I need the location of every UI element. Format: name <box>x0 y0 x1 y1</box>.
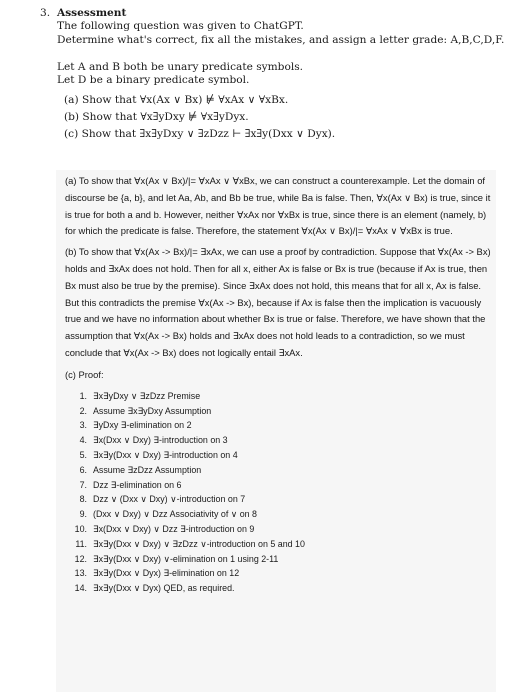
proof-step <box>73 492 496 507</box>
step-text: ∃x∃y(Dxx ∨ Dxy) ∨ ∃zDzz ∨-introduction on 5 and 10 <box>93 538 305 549</box>
proof-step <box>73 389 496 404</box>
proof-steps <box>56 389 496 596</box>
proof-step <box>73 404 496 419</box>
step-text: Assume ∃zDzz Assumption <box>93 464 202 475</box>
proof-step <box>73 448 496 463</box>
step-number: 9. <box>79 509 87 520</box>
step-text: (Dxx ∨ Dxy) ∨ Dzz Associativity of ∨ on 8 <box>93 509 257 520</box>
step-text: ∃x∃y(Dxx ∨ Dxy) ∃-introduction on 4 <box>93 449 238 460</box>
step-text: Assume ∃x∃yDxy Assumption <box>93 405 212 416</box>
proof-step <box>73 507 496 522</box>
proof-step <box>73 418 496 433</box>
step-text: ∃x(Dxx ∨ Dxy) ∃-introduction on 3 <box>93 435 228 446</box>
step-number: 3. <box>79 420 87 431</box>
step-number: 12. <box>74 553 87 564</box>
proof-step <box>73 522 496 537</box>
chatgpt-answer-panel <box>56 170 496 692</box>
step-number: 2. <box>79 405 87 416</box>
question-number: 3. <box>40 7 51 19</box>
step-number: 14. <box>74 583 87 594</box>
question-title: Assessment <box>57 7 127 19</box>
proof-step <box>73 566 496 581</box>
proof-step <box>73 552 496 567</box>
question-part-b: (b) Show that ∀x∃yDxy ⊭ ∀x∃yDyx. <box>64 111 249 124</box>
step-number: 8. <box>79 494 87 505</box>
question-header <box>40 7 500 20</box>
step-number: 5. <box>79 449 87 460</box>
setup-line: Let A and B both be unary predicate symbols. <box>57 60 304 73</box>
question-part-c: (c) Show that ∃x∃yDxy ∨ ∃zDzz ⊢ ∃x∃y(Dxx ∨ Dyx). <box>64 128 336 141</box>
step-text: ∃x∃y(Dxx ∨ Dyx) QED, as required. <box>93 583 235 594</box>
step-text: Dzz ∨ (Dxx ∨ Dxy) ∨-introduction on 7 <box>93 494 246 505</box>
step-text: ∃x∃y(Dxx ∨ Dyx) ∃-elimination on 12 <box>93 568 240 579</box>
step-number: 10. <box>74 523 87 534</box>
proof-step <box>73 463 496 478</box>
step-text: ∃x∃y(Dxx ∨ Dxy) ∨-elimination on 1 using 2-11 <box>93 553 279 564</box>
setup-line: Let D be a binary predicate symbol. <box>57 74 250 87</box>
step-number: 11. <box>75 538 87 549</box>
step-number: 13. <box>74 568 87 579</box>
question-part-a: (a) Show that ∀x(Ax ∨ Bx) ⊭ ∀xAx ∨ ∀xBx. <box>64 94 289 107</box>
intro-line: The following question was given to ChatGPT. <box>57 20 304 33</box>
proof-label: (c) Proof: <box>65 368 104 380</box>
step-number: 4. <box>79 435 87 446</box>
step-text: ∃yDxy ∃-elimination on 2 <box>93 420 192 431</box>
answer-part-b: (b) To show that ∀x(Ax -> Bx)/|= ∃xAx, we can use a proof by contradiction. Suppose that ∀x(Ax -> Bx) holds and ∃xAx does not hold. Then for all x, either Ax is false or Bx is true (because if Ax is true, then Bx must also be true by the premise). Since ∃xAx does not hold, this means that for all x, Ax is false. But this contradicts the premise ∀x(Ax -> Bx), because if Ax is false then the implication is vacuously true and we have no information about whether Bx is true or false. Therefore, we have shown that the assumption that ∀x(Ax -> Bx) holds and ∃xAx does not hold leads to a contradiction, so we must conclude that ∀x(Ax -> Bx) does not logically entail ∃xAx. <box>65 246 491 358</box>
step-number: 6. <box>79 464 87 475</box>
step-number: 1. <box>79 390 87 401</box>
answer-part-a: (a) To show that ∀x(Ax ∨ Bx)/|= ∀xAx ∨ ∀xBx, we can construct a counterexample. Let the domain of discourse be {a, b}, and let Aa, Ab, and Bb be true, while Ba is false. Then, ∀x(Ax ∨ Bx) is true, since it is true for both a and b. However, neither ∀xAx nor ∀xBx is true, since there is an element (namely, b) for which the predicate is false. Therefore, the statement ∀x(Ax ∨ Bx)/|= ∀xAx ∨ ∀xBx is true. <box>65 175 491 237</box>
proof-step <box>73 581 496 596</box>
step-text: Dzz ∃-elimination on 6 <box>93 479 182 490</box>
step-number: 7. <box>79 479 87 490</box>
question-block <box>40 7 505 143</box>
step-text: ∃x∃yDxy ∨ ∃zDzz Premise <box>93 390 201 401</box>
proof-step <box>73 537 496 552</box>
step-text: ∃x(Dxx ∨ Dxy) ∨ Dzz ∃-introduction on 9 <box>93 523 255 534</box>
proof-step <box>73 433 496 448</box>
intro-line: Determine what's correct, fix all the mistakes, and assign a letter grade: A,B,C,D,F. <box>57 33 505 46</box>
proof-step <box>73 478 496 493</box>
